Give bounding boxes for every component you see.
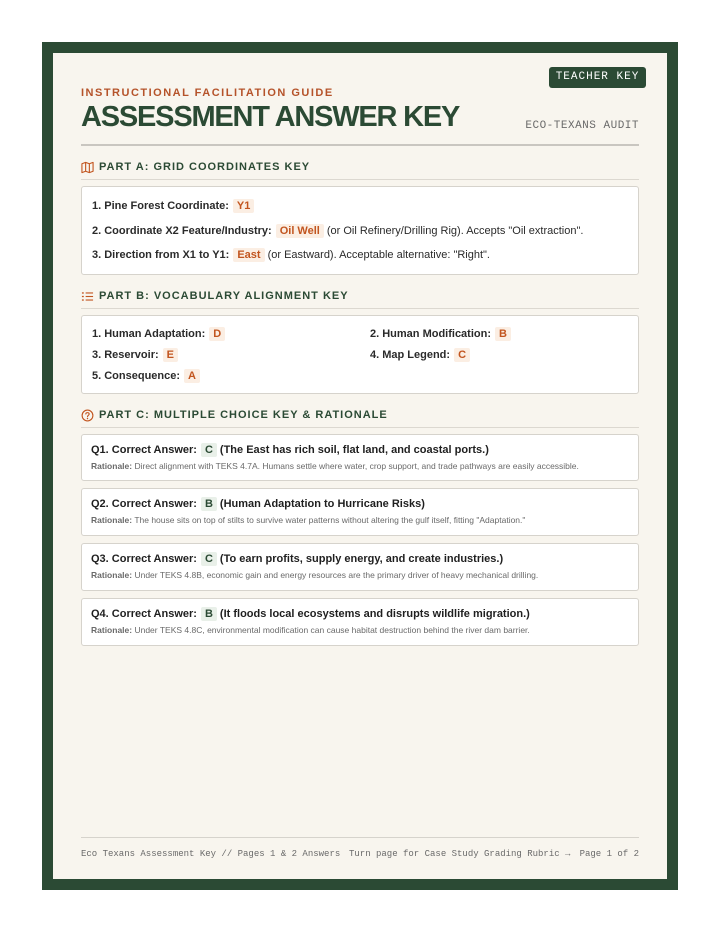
question-label: 5. Consequence:: [92, 370, 181, 382]
rationale-text: Direct alignment with TEKS 4.7A. Humans settle where water, crop support, and trade pathways are easily accessible.: [134, 461, 579, 471]
answer-badge: C: [201, 443, 217, 457]
list-item: [92, 327, 228, 341]
rationale-line: [91, 625, 530, 635]
question-label: 1. Pine Forest Coordinate:: [92, 200, 229, 212]
footer-page-number: Page 1 of 2: [579, 849, 639, 859]
answer-explanation: (The East has rich soil, flat land, and coastal ports.): [219, 444, 489, 456]
page-title: ASSESSMENT ANSWER KEY: [81, 101, 460, 133]
question-label: 3. Reservoir:: [92, 349, 159, 361]
mc-card-q4: [81, 598, 639, 646]
mc-card-q3: [81, 543, 639, 591]
list-item: [370, 327, 514, 341]
part-b-title: PART B: VOCABULARY ALIGNMENT KEY: [99, 290, 349, 302]
map-icon: [81, 161, 94, 174]
answer-badge: B: [201, 497, 217, 511]
answer-badge: Oil Well: [276, 224, 324, 238]
part-a-heading: [81, 160, 639, 180]
rationale-label: Rationale:: [91, 625, 133, 635]
list-item: [370, 348, 473, 362]
question-label: Q1. Correct Answer:: [91, 444, 197, 456]
rationale-label: Rationale:: [91, 515, 133, 525]
question-label: Q2. Correct Answer:: [91, 498, 197, 510]
audit-label: ECO-TEXANS AUDIT: [525, 120, 639, 132]
mc-card-q1: [81, 434, 639, 481]
list-item: [92, 199, 257, 213]
part-c-heading: [81, 408, 639, 428]
answer-badge: C: [454, 348, 470, 362]
rationale-label: Rationale:: [91, 570, 133, 580]
title-divider: [81, 144, 639, 146]
answer-explanation: (It floods local ecosystems and disrupts wildlife migration.): [219, 608, 530, 620]
guide-eyebrow: INSTRUCTIONAL FACILITATION GUIDE: [81, 87, 334, 99]
rationale-text: Under TEKS 4.8C, environmental modification can cause habitat destruction behind the river dam barrier.: [134, 625, 530, 635]
teacher-key-badge: TEACHER KEY: [549, 67, 646, 88]
part-b-heading: [81, 289, 639, 309]
mc-answer-line: [91, 607, 530, 621]
rationale-line: [91, 515, 525, 525]
answer-badge: E: [163, 348, 178, 362]
answer-badge: B: [201, 607, 217, 621]
mc-answer-line: [91, 552, 503, 566]
footer-left: Eco Texans Assessment Key // Pages 1 & 2 Answers: [81, 849, 341, 859]
part-a-card: [81, 186, 639, 275]
rationale-text: Under TEKS 4.8B, economic gain and energy resources are the primary driver of heavy mechanical drilling.: [134, 570, 539, 580]
answer-explanation: (To earn profits, supply energy, and create industries.): [219, 553, 504, 565]
mc-answer-line: [91, 497, 425, 511]
part-c-title: PART C: MULTIPLE CHOICE KEY & RATIONALE: [99, 409, 388, 421]
rationale-label: Rationale:: [91, 461, 133, 471]
answer-explanation: (Human Adaptation to Hurricane Risks): [219, 498, 425, 510]
answer-badge: C: [201, 552, 217, 566]
answer-note: (or Oil Refinery/Drilling Rig). Accepts "Oil extraction".: [326, 225, 584, 237]
list-icon: [81, 290, 94, 303]
question-label: 4. Map Legend:: [370, 349, 451, 361]
answer-badge: Y1: [233, 199, 254, 213]
question-label: Q4. Correct Answer:: [91, 608, 197, 620]
footer-center: Turn page for Case Study Grading Rubric →: [349, 849, 571, 859]
part-b-card: [81, 315, 639, 394]
question-label: 3. Direction from X1 to Y1:: [92, 249, 230, 261]
list-item: [92, 348, 181, 362]
rationale-line: [91, 461, 579, 471]
page-frame: [42, 42, 678, 890]
answer-note: (or Eastward). Acceptable alternative: "Right".: [267, 249, 490, 261]
answer-badge: D: [209, 327, 225, 341]
question-label: Q3. Correct Answer:: [91, 553, 197, 565]
answer-badge: East: [233, 248, 264, 262]
question-circle-icon: [81, 409, 94, 422]
footer-divider: [81, 837, 639, 838]
question-label: 1. Human Adaptation:: [92, 328, 206, 340]
list-item: [92, 224, 583, 238]
part-a-title: PART A: GRID COORDINATES KEY: [99, 161, 311, 173]
question-label: 2. Coordinate X2 Feature/Industry:: [92, 225, 272, 237]
answer-badge: A: [184, 369, 200, 383]
mc-answer-line: [91, 443, 489, 457]
list-item: [92, 369, 203, 383]
mc-card-q2: [81, 488, 639, 536]
answer-badge: B: [495, 327, 511, 341]
answer-key-sheet: [53, 53, 667, 879]
rationale-text: The house sits on top of stilts to survive water patterns without altering the gulf itself, fitting "Adaptation.": [134, 515, 526, 525]
rationale-line: [91, 570, 538, 580]
question-label: 2. Human Modification:: [370, 328, 491, 340]
list-item: [92, 248, 490, 262]
